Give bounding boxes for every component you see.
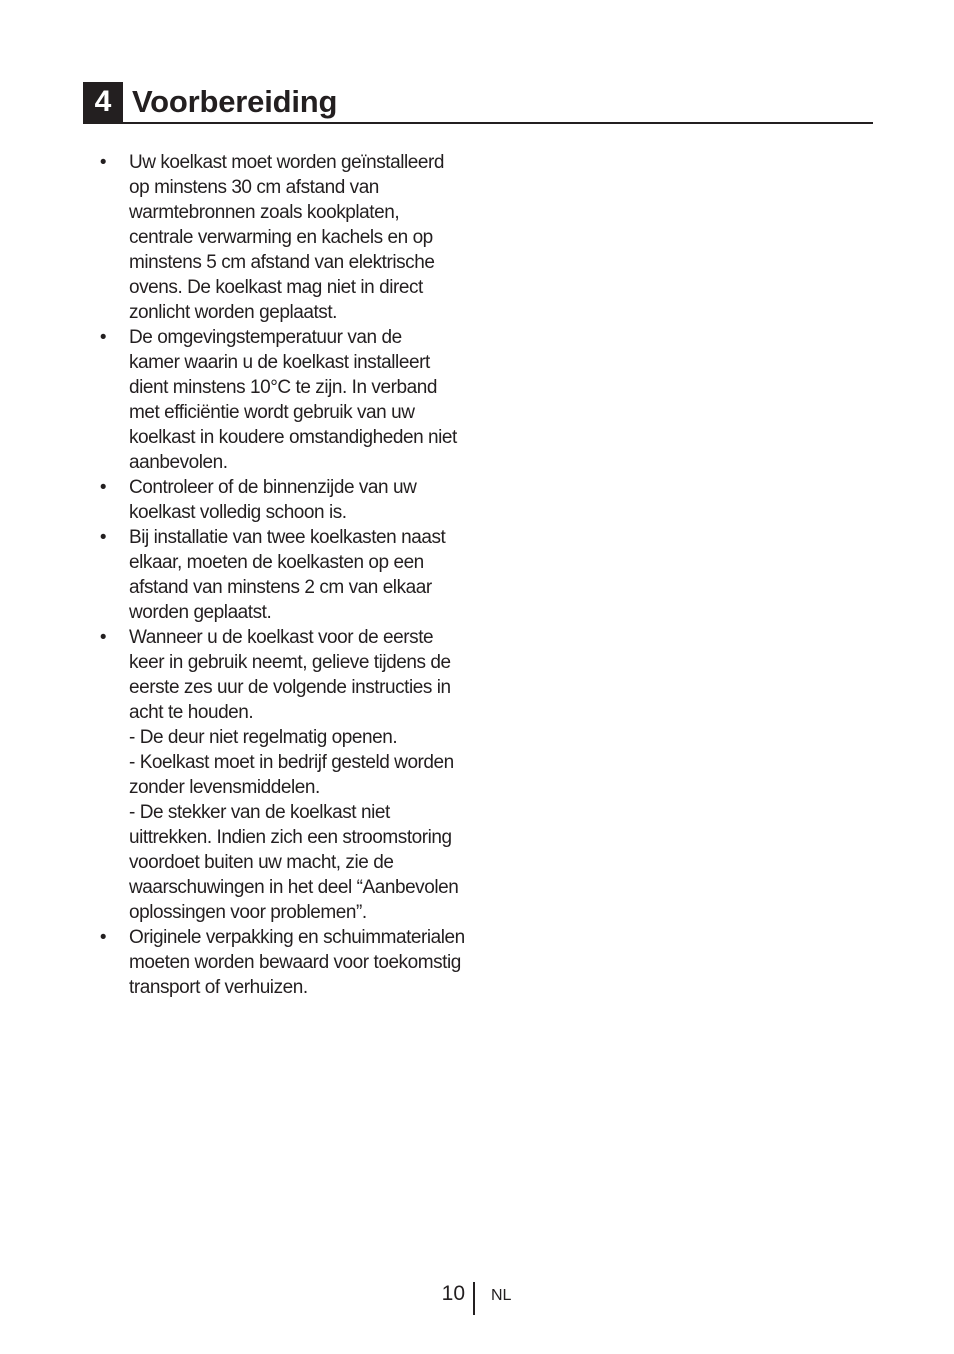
list-item — [0, 525, 484, 625]
item-text-line: Wanneer u de koelkast voor de eerste — [129, 627, 434, 648]
bullet-icon: • — [99, 927, 107, 948]
item-text-line: eerste zes uur de volgende instructies in — [129, 677, 451, 698]
item-text-line: Controleer of de binnenzijde van uw — [129, 477, 417, 498]
bullet-icon: • — [99, 477, 107, 498]
language-code: NL — [491, 1287, 512, 1304]
item-text-line: keer in gebruik neemt, gelieve tijdens de — [129, 652, 451, 673]
section-header — [83, 82, 873, 124]
bullet-icon: • — [99, 527, 107, 548]
item-text-line: centrale verwarming en kachels en op — [129, 227, 433, 248]
item-text-line: Uw koelkast moet worden geïnstalleerd — [129, 152, 444, 173]
page-footer — [0, 1280, 954, 1316]
item-text-line: waarschuwingen in het deel “Aanbevolen — [129, 877, 459, 898]
section-number-badge: 4 — [83, 82, 123, 122]
bullet-icon: • — [99, 152, 107, 173]
list-item — [0, 475, 484, 525]
item-text-line: koelkast volledig schoon is. — [129, 502, 347, 523]
item-text-line: moeten worden bewaard voor toekomstig — [129, 952, 461, 973]
item-text-line: ovens. De koelkast mag niet in direct — [129, 277, 423, 298]
list-item — [0, 925, 484, 1000]
item-text-line: - De stekker van de koelkast niet — [129, 802, 390, 823]
item-text-line: voordoet buiten uw macht, zie de — [129, 852, 394, 873]
item-text-line: met efficiëntie wordt gebruik van uw — [129, 402, 415, 423]
item-text-line: warmtebronnen zoals kookplaten, — [129, 202, 400, 223]
item-text-line: kamer waarin u de koelkast installeert — [129, 352, 430, 373]
page-number: 10 — [441, 1282, 465, 1305]
item-text-line: dient minstens 10°C te zijn. In verband — [129, 377, 437, 398]
item-text-line: oplossingen voor problemen”. — [129, 902, 367, 923]
item-text-line: aanbevolen. — [129, 452, 228, 473]
item-text-line: koelkast in koudere omstandigheden niet — [129, 427, 457, 448]
list-item — [0, 150, 484, 325]
bullet-icon: • — [99, 327, 107, 348]
item-text-line: zonlicht worden geplaatst. — [129, 302, 337, 323]
bullet-icon: • — [99, 627, 107, 648]
item-text-line: acht te houden. — [129, 702, 254, 723]
list-item — [0, 625, 484, 925]
item-text-line: - Koelkast moet in bedrijf gesteld worden — [129, 752, 454, 773]
item-text-line: Bij installatie van twee koelkasten naast — [129, 527, 446, 548]
footer-divider — [473, 1282, 475, 1315]
item-text-line: uittrekken. Indien zich een stroomstoring — [129, 827, 452, 848]
item-text-line: minstens 5 cm afstand van elektrische — [129, 252, 435, 273]
item-text-line: afstand van minstens 2 cm van elkaar — [129, 577, 432, 598]
item-text-line: elkaar, moeten de koelkasten op een — [129, 552, 424, 573]
bullet-list — [0, 150, 954, 1000]
list-item — [0, 325, 484, 475]
item-text-line: worden geplaatst. — [129, 602, 272, 623]
section-title: Voorbereiding — [132, 84, 338, 119]
item-text-line: transport of verhuizen. — [129, 977, 308, 998]
item-text-line: De omgevingstemperatuur van de — [129, 327, 402, 348]
item-text-line: Originele verpakking en schuimmaterialen — [129, 927, 465, 948]
item-text-line: - De deur niet regelmatig openen. — [129, 727, 398, 748]
item-text-line: op minstens 30 cm afstand van — [129, 177, 379, 198]
item-text-line: zonder levensmiddelen. — [129, 777, 320, 798]
